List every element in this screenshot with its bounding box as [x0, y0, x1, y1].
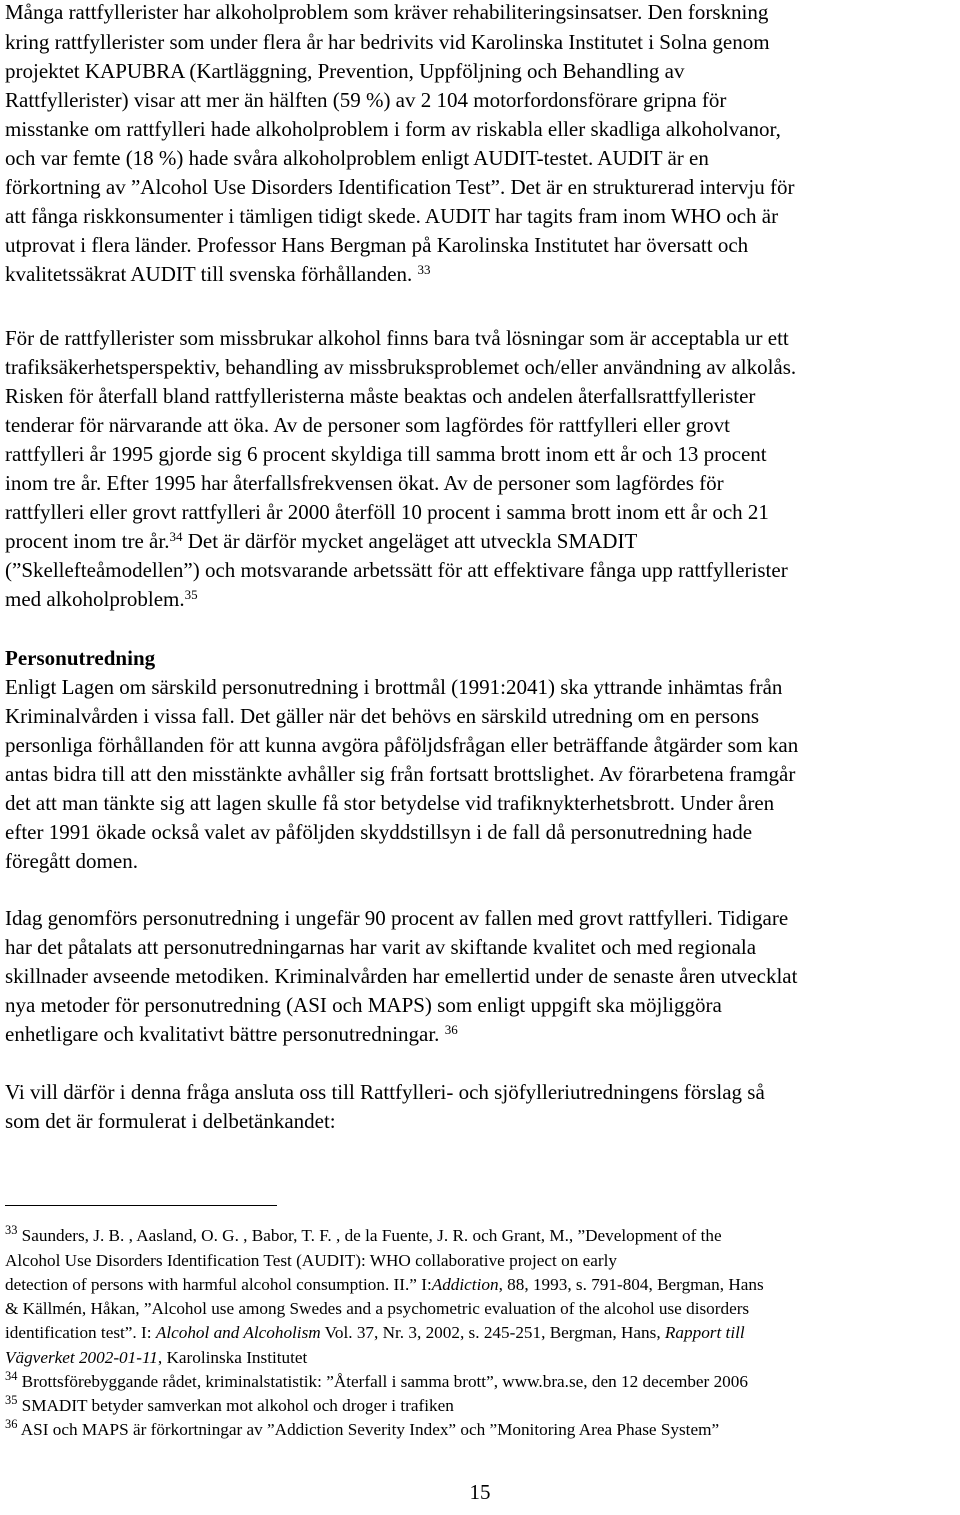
- body-line: rattfylleri år 1995 gjorde sig 6 procent skyldiga till samma brott inom ett år och 13 procent: [5, 442, 767, 466]
- body-line: Kriminalvården i vissa fall. Det gäller när det behövs en särskild utredning om en persons: [5, 704, 760, 728]
- footnote-text: ASI och MAPS är förkortningar av ”Addiction Severity Index” och ”Monitoring Area Phase System”: [20, 1420, 720, 1439]
- body-line: Idag genomförs personutredning i ungefär 90 procent av fallen med grovt rattfylleri. Tidigare: [5, 906, 789, 930]
- footnote-line: [5, 1275, 764, 1295]
- body-line: skillnader avseende metodiken. Kriminalvården har emellertid under de senaste åren utvecklat: [5, 964, 798, 988]
- report-title: Vägverket 2002-01-11: [5, 1348, 158, 1367]
- footnote-text: identification test”. I:: [5, 1323, 152, 1342]
- body-line: kring rattfyllerister som under flera år har bedrivits vid Karolinska Institutet i Solna genom: [5, 30, 770, 54]
- body-line-text: med alkoholproblem.: [5, 587, 185, 611]
- body-line: utprovat i flera länder. Professor Hans Bergman på Karolinska Institutet har översatt och: [5, 233, 749, 257]
- body-line: Enligt Lagen om särskild personutredning i brottmål (1991:2041) ska yttrande inhämtas från: [5, 675, 783, 699]
- body-line: Vi vill därför i denna fråga ansluta oss till Rattfylleri- och sjöfylleriutredningens förslag så: [5, 1080, 765, 1104]
- body-line: tenderar för närvarande att öka. Av de personer som lagfördes för rattfylleri eller grovt: [5, 413, 730, 437]
- body-line: Många rattfyllerister har alkoholproblem som kräver rehabiliteringsinsatser. Den forskning: [5, 0, 769, 24]
- section-heading: Personutredning: [5, 646, 156, 670]
- footnote-36: [5, 1417, 720, 1440]
- body-line-text: enhetligare och kvalitativt bättre personutredningar.: [5, 1022, 440, 1046]
- body-line: [5, 529, 637, 553]
- body-line: personliga förhållanden för att kunna avgöra påföljdsfrågan eller beträffande åtgärder som kan: [5, 733, 799, 757]
- body-line-text: procent inom tre år.: [5, 529, 170, 553]
- report-title: Rapport till: [664, 1323, 745, 1342]
- body-line: [5, 1022, 458, 1046]
- body-line: nya metoder för personutredning (ASI och MAPS) som enligt uppgift ska möjliggöra: [5, 993, 722, 1017]
- body-line: föregått domen.: [5, 849, 138, 873]
- footnote-text: SMADIT betyder samverkan mot alkohol och droger i trafiken: [21, 1396, 454, 1415]
- footnote-34: [5, 1369, 748, 1392]
- body-line: efter 1991 ökade också valet av påföljden skyddstillsyn i de fall då personutredning hade: [5, 820, 753, 844]
- footnote-text: , Karolinska Institutet: [157, 1348, 308, 1367]
- footnote-33: [5, 1223, 722, 1246]
- footnote-line: Alcohol Use Disorders Identification Test (AUDIT): WHO collaborative project on early: [5, 1251, 617, 1270]
- body-line: rattfylleri eller grovt rattfylleri år 2000 återföll 10 procent i samma brott inom ett år och 21: [5, 500, 769, 524]
- footnote-divider: [5, 1205, 277, 1206]
- body-line: har det påtalats att personutredningarnas har varit av skiftande kvalitet och med regionala: [5, 935, 757, 959]
- footnote-number: 33: [5, 1223, 18, 1238]
- body-line: det att man tänkte sig att lagen skulle få stor betydelse vid trafiknykterhetsbrott. Under åren: [5, 791, 775, 815]
- body-line: och var femte (18 %) hade svåra alkoholproblem enligt AUDIT-testet. AUDIT är en: [5, 146, 709, 170]
- body-line-text: kvalitetssäkrat AUDIT till svenska förhållanden.: [5, 262, 413, 286]
- footnote-ref: 33: [417, 261, 431, 277]
- footnote-35: [5, 1393, 454, 1416]
- body-line: trafiksäkerhetsperspektiv, behandling av missbruksproblemet och/eller användning av alkolås.: [5, 355, 797, 379]
- body-line: att fånga riskkonsumenter i tämligen tidigt skede. AUDIT har tagits fram inom WHO och är: [5, 204, 779, 228]
- body-line: som det är formulerat i delbetänkandet:: [5, 1109, 336, 1133]
- body-line: förkortning av ”Alcohol Use Disorders Identification Test”. Det är en strukturerad intervju för: [5, 175, 795, 199]
- footnote-text: , 88, 1993, s. 791-804, Bergman, Hans: [498, 1275, 764, 1294]
- footnote-ref: 35: [184, 586, 198, 602]
- body-line: För de rattfyllerister som missbrukar alkohol finns bara två lösningar som är acceptabla ur ett: [5, 326, 789, 350]
- footnote-text: Brottsförebyggande rådet, kriminalstatistik: ”Återfall i samma brott”, www.bra.se, den 12 december 2006: [21, 1372, 748, 1391]
- journal-title: Alcohol and Alcoholism: [155, 1323, 321, 1342]
- footnote-ref: 34: [169, 528, 183, 544]
- body-line: Rattfyllerister) visar att mer än hälften (59 %) av 2 104 motorfordonsförare gripna för: [5, 88, 727, 112]
- footnote-number: 36: [5, 1417, 18, 1432]
- footnote-line: [5, 1323, 745, 1343]
- footnote-text: Vol. 37, Nr. 3, 2002, s. 245-251, Bergman, Hans,: [320, 1323, 661, 1342]
- body-line: projektet KAPUBRA (Kartläggning, Prevention, Uppföljning och Behandling av: [5, 59, 685, 83]
- body-line: Risken för återfall bland rattfylleristerna måste beaktas och andelen återfallsrattfyllerister: [5, 384, 756, 408]
- footnote-line: & Källmén, Håkan, ”Alcohol use among Swedes and a psychometric evaluation of the alcohol use disorders: [5, 1299, 750, 1318]
- body-line-text: Det är därför mycket angeläget att utveckla SMADIT: [187, 529, 638, 553]
- footnote-ref: 36: [444, 1021, 458, 1037]
- footnote-number: 34: [5, 1369, 18, 1384]
- footnote-text: Saunders, J. B. , Aasland, O. G. , Babor, T. F. , de la Fuente, J. R. och Grant, M., ”Development of the: [21, 1226, 722, 1245]
- page-number: 15: [469, 1480, 491, 1504]
- journal-title: Addiction: [431, 1275, 499, 1294]
- body-line: inom tre år. Efter 1995 har återfallsfrekvensen ökat. Av de personer som lagfördes för: [5, 471, 724, 495]
- footnote-number: 35: [5, 1393, 18, 1408]
- body-line: [5, 262, 431, 286]
- body-line: misstanke om rattfylleri hade alkoholproblem i form av riskabla eller skadliga alkoholvanor,: [5, 117, 781, 141]
- body-line: (”Skellefteåmodellen”) och motsvarande arbetssätt för att effektivare fånga upp rattfyllerister: [5, 558, 788, 582]
- footnote-line: [5, 1348, 307, 1368]
- body-line: [5, 587, 198, 611]
- footnote-text: detection of persons with harmful alcohol consumption. II.” I:: [5, 1275, 432, 1294]
- body-line: antas bidra till att den misstänkte avhåller sig från fortsatt brottslighet. Av förarbetena framgår: [5, 762, 796, 786]
